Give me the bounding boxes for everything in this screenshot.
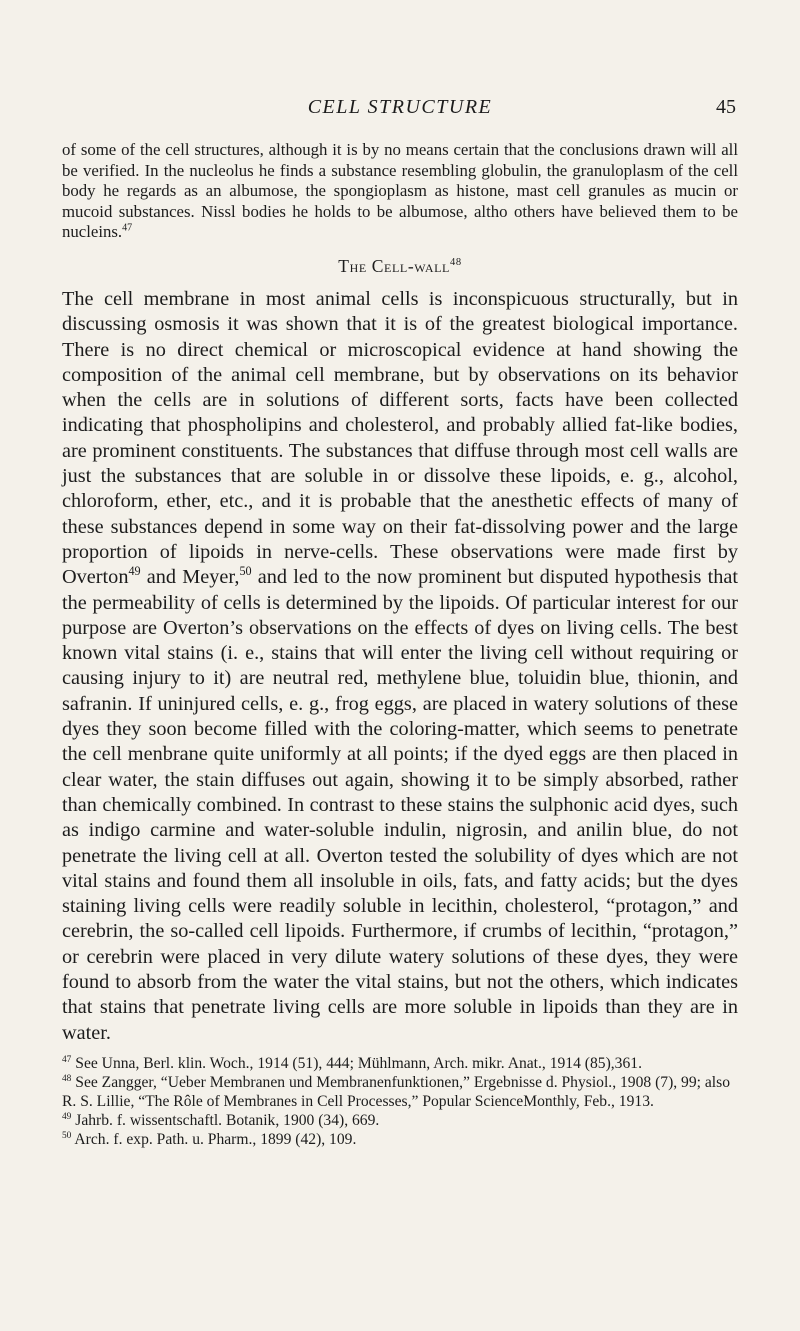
footnote-number: 47 <box>62 1054 72 1065</box>
footnote-text: See Zangger, “Ueber Membranen und Membranenfunktionen,” Ergebnisse d. Physiol., 1908 (7), 99; also R. S. Lillie, “The Rôle of Membranes in Cell Processes,” Popular ScienceMonthly, Feb., 1913. <box>62 1073 730 1110</box>
book-page <box>62 92 738 1149</box>
footnote-48 <box>62 1073 738 1111</box>
footnote-ref-47: 47 <box>122 222 133 234</box>
running-header <box>62 92 738 122</box>
footnote-text: Arch. f. exp. Path. u. Pharm., 1899 (42), 109. <box>74 1130 357 1148</box>
footnote-ref-50: 50 <box>239 564 252 579</box>
section-heading <box>62 255 738 277</box>
intro-paragraph <box>62 140 738 243</box>
footnote-ref-49: 49 <box>128 564 141 579</box>
footnote-number: 48 <box>62 1073 72 1084</box>
footnotes <box>62 1054 738 1149</box>
body-text-part-2: and Meyer, <box>140 566 240 589</box>
footnote-number: 50 <box>62 1130 72 1141</box>
running-title: CELL STRUCTURE <box>307 96 493 118</box>
footnote-text: See Unna, Berl. klin. Woch., 1914 (51), 444; Mühlmann, Arch. mikr. Anat., 1914 (85),361. <box>75 1054 642 1072</box>
footnote-47 <box>62 1054 738 1073</box>
footnote-50 <box>62 1130 738 1149</box>
body-paragraph <box>62 287 738 1046</box>
page-number: 45 <box>716 96 736 118</box>
footnote-number: 49 <box>62 1111 72 1122</box>
body-text-part-3: and led to the now prominent but disputed hypothesis that the permeability of cells is determined by the lipoids. Of particular interest for our purpose are Overton’s observations on the effects of dyes on living cells. The best known vital stains (i. e., stains that will enter the living cell without requiring or causing injury to it) are neutral red, methylene blue, toluidin blue, thionin, and safranin. If uninjured cells, e. g., frog eggs, are placed in watery solutions of these dyes they soon become filled with the coloring-matter, which seems to penetrate the cell menbrane quite uniformly at all points; if the dyed eggs are then placed in clear water, the stain diffuses out again, showing it to be simply absorbed, rather than chemically combined. In contrast to these stains the sulphonic acid dyes, such as indigo carmine and water-soluble indulin, nigrosin, and anilin blue, do not penetrate the living cell at all. Overton tested the solubility of dyes which are not vital stains and found them all insoluble in oils, fats, and fatty acids; but the dyes staining living cells were readily soluble in lecithin, cholesterol, “protagon,” and cerebrin, the so-called cell lipoids. Furthermore, if crumbs of lecithin, “protagon,” or cerebrin were placed in very dilute watery solutions of these dyes, they were found to absorb from the water the vital stains, but not the others, which indicates that stains that penetrate living cells are more soluble in lipoids than they are in water. <box>62 566 738 1044</box>
body-text-part-1: The cell membrane in most animal cells is inconspicuous structurally, but in discussing osmosis it was shown that it is of the greatest biological importance. There is no direct chemical or microscopical evidence at hand showing the composition of the animal cell membrane, but by observations on its behavior when the cells are in solutions of different sorts, facts have been collected indicating that phospholipins and cholesterol, and probably allied fat-like bodies, are prominent constituents. The substances that diffuse through most cell walls are just the substances that are soluble in or dissolve these lipoids, e. g., alcohol, chloroform, ether, etc., and it is probable that the anesthetic effects of many of these substances depend in some way on their fat-dissolving power and the large proportion of lipoids in nerve-cells. These observations were made first by Overton <box>62 287 738 589</box>
intro-text: of some of the cell structures, although it is by no means certain that the conclusions drawn will all be verified. In the nucleolus he finds a substance resembling globulin, the granuloplasm of the cell body he regards as an albumose, the spongioplasm as histone, mast cell granules as mucin or mucoid substances. Nissl bodies he holds to be albumose, altho others have believed them to be nucleins. <box>62 140 738 242</box>
footnote-ref-48: 48 <box>449 257 462 269</box>
footnote-49 <box>62 1111 738 1130</box>
section-heading-text: The Cell-wall <box>338 255 450 276</box>
footnote-text: Jahrb. f. wissentschaftl. Botanik, 1900 (34), 669. <box>75 1111 380 1129</box>
